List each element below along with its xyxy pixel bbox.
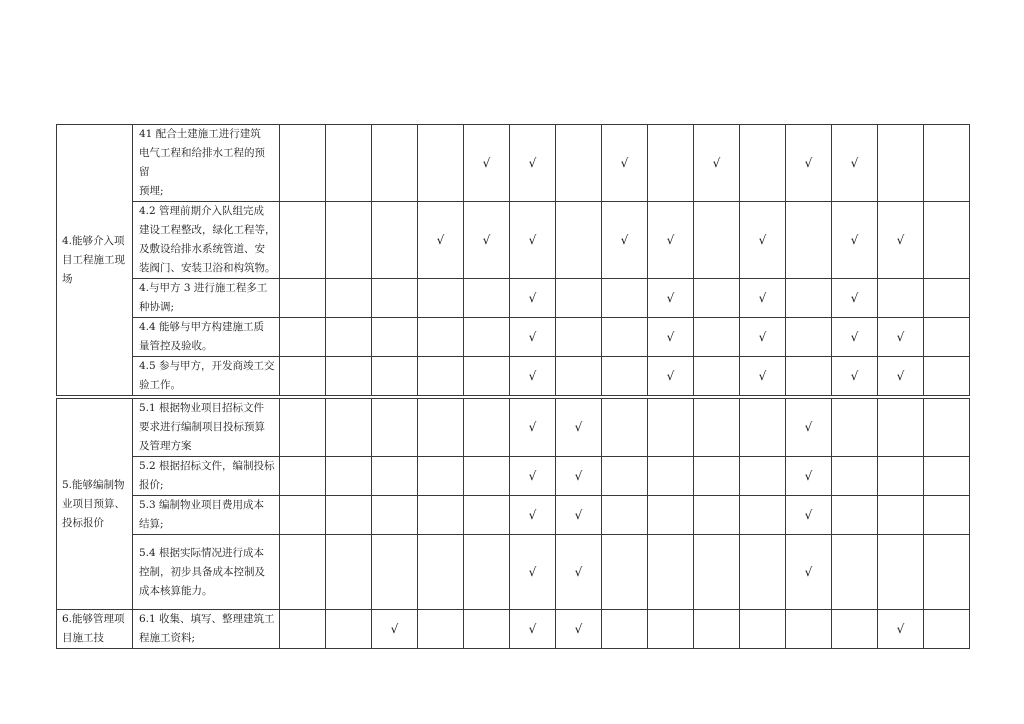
check-cell: [694, 202, 740, 279]
check-cell: [740, 125, 786, 202]
check-cell: [464, 610, 510, 649]
check-mark-icon: √: [666, 232, 675, 247]
table-row: [57, 357, 970, 396]
check-cell: [648, 125, 694, 202]
check-cell: [510, 125, 556, 202]
check-mark-icon: √: [850, 232, 859, 247]
task-description: [133, 535, 280, 610]
check-cell: [878, 279, 924, 318]
table-row: [57, 202, 970, 279]
task-description: [133, 318, 280, 357]
check-mark-icon: √: [850, 290, 859, 305]
check-cell: [832, 610, 878, 649]
check-cell: [326, 318, 372, 357]
check-cell: [418, 457, 464, 496]
check-cell: [878, 202, 924, 279]
check-mark-icon: √: [528, 420, 537, 434]
check-cell: [648, 496, 694, 535]
table-row: [57, 610, 970, 649]
check-mark-icon: √: [896, 232, 905, 247]
check-cell: [372, 357, 418, 396]
check-mark-icon: √: [528, 507, 537, 522]
check-cell: [648, 202, 694, 279]
task-description-line: 结算;: [139, 518, 164, 530]
check-mark-icon: √: [804, 420, 813, 434]
check-cell: [924, 496, 970, 535]
check-cell: [832, 496, 878, 535]
check-cell: [740, 399, 786, 457]
check-cell: [372, 202, 418, 279]
check-cell: [326, 535, 372, 610]
check-mark-icon: √: [574, 468, 583, 483]
task-description-line: 41 配合土建施工进行建筑: [139, 128, 261, 140]
check-cell: [832, 318, 878, 357]
check-cell: [326, 610, 372, 649]
check-cell: [372, 535, 418, 610]
check-cell: [510, 279, 556, 318]
competency-table-section-5-6: [56, 398, 970, 649]
check-cell: [464, 202, 510, 279]
check-cell: [372, 457, 418, 496]
check-cell: [694, 535, 740, 610]
check-cell: [878, 125, 924, 202]
check-cell: [418, 279, 464, 318]
check-cell: [648, 610, 694, 649]
check-cell: [786, 125, 832, 202]
check-mark-icon: √: [758, 368, 767, 383]
check-mark-icon: √: [758, 232, 767, 247]
check-cell: [602, 610, 648, 649]
check-cell: [786, 279, 832, 318]
check-cell: [740, 279, 786, 318]
task-description: [133, 357, 280, 396]
check-cell: [740, 535, 786, 610]
check-cell: [464, 399, 510, 457]
check-cell: [556, 496, 602, 535]
task-description-line: 要求进行编制项目投标预算: [139, 421, 265, 433]
check-cell: [786, 535, 832, 610]
check-cell: [740, 202, 786, 279]
task-description-line: 种协调;: [139, 301, 175, 313]
check-mark-icon: √: [528, 155, 537, 170]
check-cell: [280, 125, 326, 202]
check-cell: [786, 399, 832, 457]
check-cell: [510, 457, 556, 496]
check-cell: [648, 318, 694, 357]
table-row: [57, 399, 970, 457]
check-cell: [694, 457, 740, 496]
task-description: [133, 125, 280, 202]
check-mark-icon: √: [620, 232, 629, 247]
task-description-line: 4.2 管理前期介入队组完成: [139, 205, 265, 217]
check-mark-icon: √: [850, 155, 859, 170]
check-mark-icon: √: [620, 155, 629, 170]
table-row: [57, 496, 970, 535]
check-cell: [648, 535, 694, 610]
check-cell: [786, 202, 832, 279]
check-cell: [510, 610, 556, 649]
check-cell: [924, 457, 970, 496]
check-cell: [740, 357, 786, 396]
check-cell: [694, 610, 740, 649]
check-cell: [556, 457, 602, 496]
check-mark-icon: √: [574, 507, 583, 522]
check-cell: [326, 457, 372, 496]
check-cell: [464, 279, 510, 318]
check-cell: [602, 318, 648, 357]
competency-category: [57, 610, 133, 649]
check-cell: [556, 610, 602, 649]
check-mark-icon: √: [528, 290, 537, 305]
check-cell: [418, 610, 464, 649]
task-description: [133, 202, 280, 279]
check-cell: [694, 318, 740, 357]
check-cell: [648, 357, 694, 396]
check-cell: [556, 357, 602, 396]
task-description-line: 5.3 编制物业项目费用成本: [139, 499, 265, 511]
table-row: [57, 318, 970, 357]
check-cell: [832, 457, 878, 496]
check-mark-icon: √: [528, 368, 537, 383]
check-cell: [878, 496, 924, 535]
check-cell: [280, 202, 326, 279]
task-description-line: 控制，初步具备成本控制及: [139, 565, 265, 578]
check-cell: [602, 279, 648, 318]
check-mark-icon: √: [758, 329, 767, 344]
check-mark-icon: √: [574, 621, 583, 636]
task-description-line: 量管控及验收。: [139, 340, 213, 352]
competency-category-label: 4.能够介入项目工程施工现场: [62, 234, 125, 285]
check-cell: [648, 457, 694, 496]
task-description-line: 预埋;: [139, 185, 164, 197]
check-cell: [832, 202, 878, 279]
task-description-line: 报价;: [139, 479, 164, 491]
task-description-line: 4.5 参与甲方，开发商竣工交: [139, 360, 275, 372]
check-mark-icon: √: [574, 564, 583, 579]
check-mark-icon: √: [804, 155, 813, 170]
task-description: [133, 457, 280, 496]
competency-category: [57, 399, 133, 610]
check-cell: [602, 457, 648, 496]
check-cell: [924, 399, 970, 457]
check-cell: [694, 399, 740, 457]
check-mark-icon: √: [804, 507, 813, 522]
check-cell: [556, 202, 602, 279]
check-cell: [280, 457, 326, 496]
check-cell: [878, 399, 924, 457]
check-cell: [740, 610, 786, 649]
task-description-line: 5.1 根据物业项目招标文件: [139, 402, 265, 414]
check-cell: [786, 357, 832, 396]
check-cell: [326, 496, 372, 535]
check-cell: [694, 496, 740, 535]
check-cell: [372, 399, 418, 457]
check-mark-icon: √: [528, 232, 537, 247]
check-cell: [878, 357, 924, 396]
check-cell: [280, 279, 326, 318]
check-cell: [832, 535, 878, 610]
check-cell: [878, 610, 924, 649]
check-cell: [464, 318, 510, 357]
check-cell: [924, 610, 970, 649]
check-cell: [832, 399, 878, 457]
task-description-line: 6.1 收集、填写、整理建筑工: [139, 613, 275, 625]
table-row: [57, 457, 970, 496]
check-cell: [878, 318, 924, 357]
check-cell: [418, 202, 464, 279]
check-cell: [326, 125, 372, 202]
check-cell: [372, 496, 418, 535]
check-cell: [832, 357, 878, 396]
check-mark-icon: √: [804, 564, 813, 579]
check-cell: [326, 202, 372, 279]
check-cell: [832, 279, 878, 318]
check-cell: [924, 125, 970, 202]
check-cell: [372, 318, 418, 357]
check-cell: [326, 399, 372, 457]
check-cell: [510, 202, 556, 279]
check-cell: [602, 399, 648, 457]
check-cell: [280, 535, 326, 610]
check-mark-icon: √: [758, 290, 767, 305]
task-description-line: 5.4 根据实际情况进行成本: [139, 546, 265, 559]
check-cell: [786, 318, 832, 357]
table-row: [57, 125, 970, 202]
task-description-line: 建设工程整改，绿化工程等，: [139, 224, 276, 236]
task-description-line: 4.4 能够与甲方构建施工质: [139, 321, 265, 333]
check-cell: [740, 318, 786, 357]
check-cell: [326, 279, 372, 318]
table-row: [57, 535, 970, 610]
task-description-line: 及敷设给排水系统管道、安: [139, 243, 265, 255]
check-cell: [740, 457, 786, 496]
check-cell: [464, 496, 510, 535]
check-mark-icon: √: [712, 155, 721, 170]
task-description-line: 5.2 根据招标文件，编制投标: [139, 460, 275, 472]
check-cell: [418, 535, 464, 610]
check-mark-icon: √: [896, 329, 905, 344]
check-cell: [464, 457, 510, 496]
check-cell: [280, 318, 326, 357]
check-cell: [418, 318, 464, 357]
task-description: [133, 610, 280, 649]
check-cell: [924, 535, 970, 610]
check-mark-icon: √: [666, 290, 675, 305]
check-cell: [556, 318, 602, 357]
competency-category: [57, 125, 133, 396]
check-cell: [280, 610, 326, 649]
check-cell: [602, 535, 648, 610]
competency-category-label: 6.能够管理项目施工技: [62, 613, 125, 644]
check-cell: [602, 357, 648, 396]
check-cell: [372, 279, 418, 318]
task-description: [133, 279, 280, 318]
check-mark-icon: √: [528, 564, 537, 579]
competency-category-label: 5.能够编制物业项目预算、投标报价: [62, 478, 125, 529]
check-mark-icon: √: [482, 232, 491, 247]
check-mark-icon: √: [850, 368, 859, 383]
check-cell: [510, 399, 556, 457]
check-cell: [464, 125, 510, 202]
check-cell: [924, 357, 970, 396]
check-cell: [832, 125, 878, 202]
check-cell: [372, 610, 418, 649]
check-cell: [418, 399, 464, 457]
check-cell: [556, 279, 602, 318]
check-cell: [694, 125, 740, 202]
check-mark-icon: √: [528, 468, 537, 483]
check-mark-icon: √: [482, 155, 491, 170]
check-mark-icon: √: [528, 329, 537, 344]
check-cell: [924, 202, 970, 279]
task-description: [133, 496, 280, 535]
check-mark-icon: √: [436, 232, 445, 247]
task-description-line: 电气工程和给排水工程的预: [139, 147, 265, 159]
check-cell: [786, 610, 832, 649]
check-mark-icon: √: [896, 621, 905, 636]
check-cell: [602, 125, 648, 202]
check-cell: [694, 279, 740, 318]
task-description-line: 成本核算能力。: [139, 584, 213, 597]
check-cell: [878, 535, 924, 610]
check-mark-icon: √: [528, 621, 537, 636]
check-mark-icon: √: [896, 368, 905, 383]
task-description-line: 留: [139, 166, 150, 178]
task-description-line: 程施工资料;: [139, 632, 196, 644]
check-cell: [786, 457, 832, 496]
task-description-line: 装阀门、安装卫浴和构筑物。: [139, 262, 276, 274]
check-cell: [878, 457, 924, 496]
competency-table-section-4: [56, 124, 970, 396]
check-cell: [924, 318, 970, 357]
task-description-line: 4.与甲方 3 进行施工程多工: [139, 282, 268, 294]
check-cell: [556, 535, 602, 610]
check-cell: [510, 535, 556, 610]
check-cell: [326, 357, 372, 396]
check-mark-icon: √: [390, 621, 399, 636]
check-cell: [648, 399, 694, 457]
check-cell: [464, 535, 510, 610]
check-mark-icon: √: [666, 368, 675, 383]
task-description-line: 验工作。: [139, 379, 181, 391]
check-cell: [418, 357, 464, 396]
check-cell: [280, 496, 326, 535]
check-cell: [648, 279, 694, 318]
task-description: [133, 399, 280, 457]
check-mark-icon: √: [850, 329, 859, 344]
check-cell: [280, 399, 326, 457]
check-cell: [694, 357, 740, 396]
check-cell: [556, 125, 602, 202]
check-cell: [280, 357, 326, 396]
check-mark-icon: √: [666, 329, 675, 344]
task-description-line: 及管理方案: [139, 440, 192, 452]
check-cell: [372, 125, 418, 202]
check-cell: [740, 496, 786, 535]
check-cell: [510, 496, 556, 535]
check-cell: [418, 496, 464, 535]
check-mark-icon: √: [804, 468, 813, 483]
check-cell: [464, 357, 510, 396]
check-cell: [602, 202, 648, 279]
check-mark-icon: √: [574, 420, 583, 434]
check-cell: [510, 357, 556, 396]
check-cell: [510, 318, 556, 357]
table-row: [57, 279, 970, 318]
check-cell: [786, 496, 832, 535]
check-cell: [924, 279, 970, 318]
check-cell: [556, 399, 602, 457]
check-cell: [418, 125, 464, 202]
check-cell: [602, 496, 648, 535]
